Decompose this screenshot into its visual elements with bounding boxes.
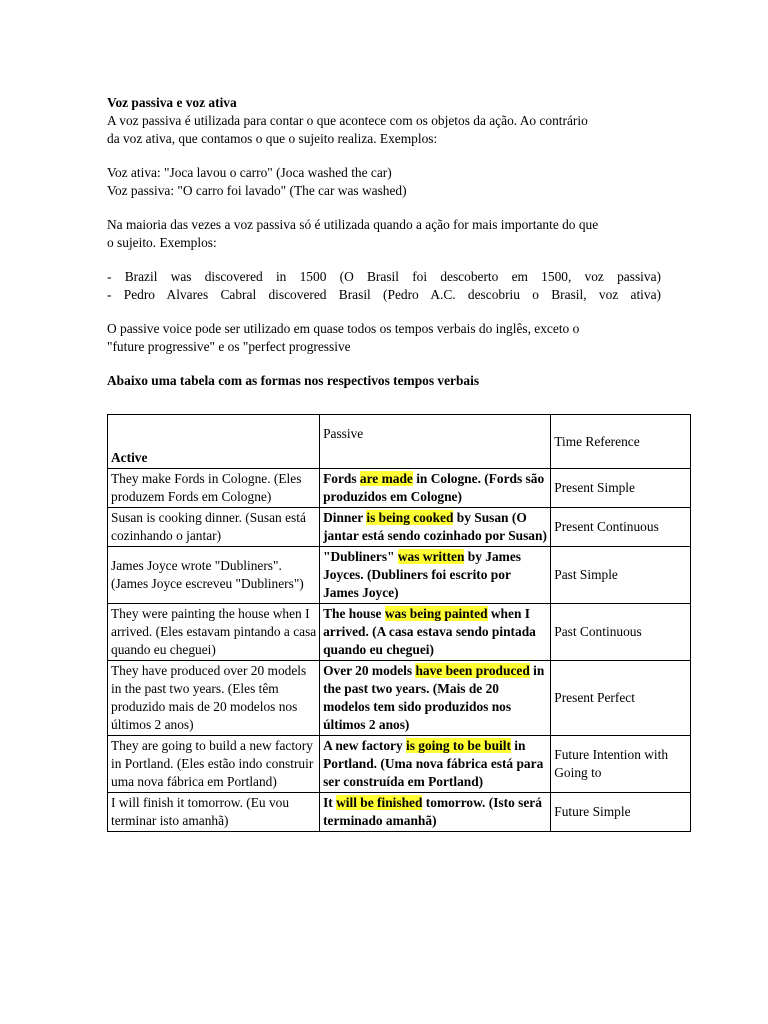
example-bullet-2: - Pedro Alvares Cabral discovered Brasil (Pedro A.C. descobriu o Brasil, voz ativa) <box>107 287 661 302</box>
passive-verb-highlight: was written <box>397 549 465 564</box>
active-cell: They make Fords in Cologne. (Eles produzem Fords em Cologne) <box>108 469 320 508</box>
passive-cell <box>320 604 551 661</box>
passive-text: when I arrived. (A casa estava sendo pintada quando eu cheguei) <box>323 606 536 657</box>
time-cell: Present Perfect <box>551 661 691 736</box>
header-passive: Passive <box>320 415 551 469</box>
spacer <box>107 148 661 164</box>
usage-line-1: Na maioria das vezes a voz passiva só é utilizada quando a ação for mais importante do que <box>107 217 599 232</box>
spacer <box>107 252 661 268</box>
time-cell: Present Simple <box>551 469 691 508</box>
table-header-row <box>108 415 691 469</box>
spacer <box>107 304 661 320</box>
table-row <box>108 547 691 604</box>
intro-line-2: da voz ativa, que contamos o que o sujeito realiza. Exemplos: <box>107 131 438 146</box>
passive-text: "Dubliners" <box>323 549 398 564</box>
passive-text: by James Joyces. (Dubliners foi escrito por James Joyce) <box>323 549 521 600</box>
table-row <box>108 661 691 736</box>
active-cell: They are going to build a new factory in Portland. (Eles estão indo construir uma nova fábrica em Portland) <box>108 736 320 793</box>
passive-cell <box>320 508 551 547</box>
passive-text: It <box>323 795 337 810</box>
passive-verb-highlight: will be finished <box>336 795 423 810</box>
time-cell: Future Intention with Going to <box>551 736 691 793</box>
active-cell: They have produced over 20 models in the past two years. (Eles têm produzido mais de 20 modelos nos últimos 2 anos) <box>108 661 320 736</box>
tenses-line-2: "future progressive" e os "perfect progressive <box>107 339 351 354</box>
voice-table <box>107 414 691 832</box>
passive-text: in Portland. (Uma nova fábrica está para ser construída em Portland) <box>323 738 544 789</box>
document-heading: Voz passiva e voz ativa <box>107 95 237 110</box>
table-row <box>108 469 691 508</box>
passive-verb-highlight: have been produced <box>415 663 530 678</box>
example-passive: Voz passiva: "O carro foi lavado" (The car was washed) <box>107 183 407 198</box>
spacer <box>107 356 661 372</box>
passive-cell <box>320 736 551 793</box>
passive-text: tomorrow. (Isto será terminado amanhã) <box>323 795 542 828</box>
passive-cell <box>320 469 551 508</box>
active-cell: Susan is cooking dinner. (Susan está cozinhando o jantar) <box>108 508 320 547</box>
usage-line-2: o sujeito. Exemplos: <box>107 235 217 250</box>
passive-text: The house <box>323 606 385 621</box>
table-row <box>108 604 691 661</box>
active-cell: I will finish it tomorrow. (Eu vou terminar isto amanhã) <box>108 793 320 832</box>
time-cell: Past Simple <box>551 547 691 604</box>
passive-text: Fords <box>323 471 360 486</box>
passive-verb-highlight: is being cooked <box>366 510 454 525</box>
example-bullet-1: - Brazil was discovered in 1500 (O Brasil foi descoberto em 1500, voz passiva) <box>107 269 661 284</box>
table-row <box>108 793 691 832</box>
header-active: Active <box>108 415 320 469</box>
passive-text: Dinner <box>323 510 367 525</box>
passive-cell <box>320 547 551 604</box>
time-cell: Past Continuous <box>551 604 691 661</box>
active-cell: They were painting the house when I arrived. (Eles estavam pintando a casa quando eu cheguei) <box>108 604 320 661</box>
time-cell: Present Continuous <box>551 508 691 547</box>
passive-text: A new factory <box>323 738 407 753</box>
table-intro: Abaixo uma tabela com as formas nos respectivos tempos verbais <box>107 373 480 388</box>
time-cell: Future Simple <box>551 793 691 832</box>
passive-cell <box>320 793 551 832</box>
passive-cell <box>320 661 551 736</box>
example-active: Voz ativa: "Joca lavou o carro" (Joca washed the car) <box>107 165 392 180</box>
tenses-line-1: O passive voice pode ser utilizado em quase todos os tempos verbais do inglês, exceto o <box>107 321 580 336</box>
active-cell: James Joyce wrote "Dubliners". (James Joyce escreveu "Dubliners") <box>108 547 320 604</box>
intro-line-1: A voz passiva é utilizada para contar o que acontece com os objetos da ação. Ao contrário <box>107 113 588 128</box>
passive-text: in the past two years. (Mais de 20 modelos tem sido produzidos nos últimos 2 anos) <box>323 663 545 732</box>
spacer <box>107 200 661 216</box>
passive-text: Over 20 models <box>323 663 416 678</box>
passive-verb-highlight: is going to be built <box>406 738 511 753</box>
passive-text: by Susan (O jantar está sendo cozinhado por Susan) <box>323 510 547 543</box>
header-time-reference: Time Reference <box>551 415 691 469</box>
table-row <box>108 736 691 793</box>
passive-text: in Cologne. (Fords são produzidos em Cologne) <box>323 471 545 504</box>
table-row <box>108 508 691 547</box>
passive-verb-highlight: are made <box>359 471 413 486</box>
document-body <box>107 94 661 390</box>
passive-verb-highlight: was being painted <box>384 606 488 621</box>
